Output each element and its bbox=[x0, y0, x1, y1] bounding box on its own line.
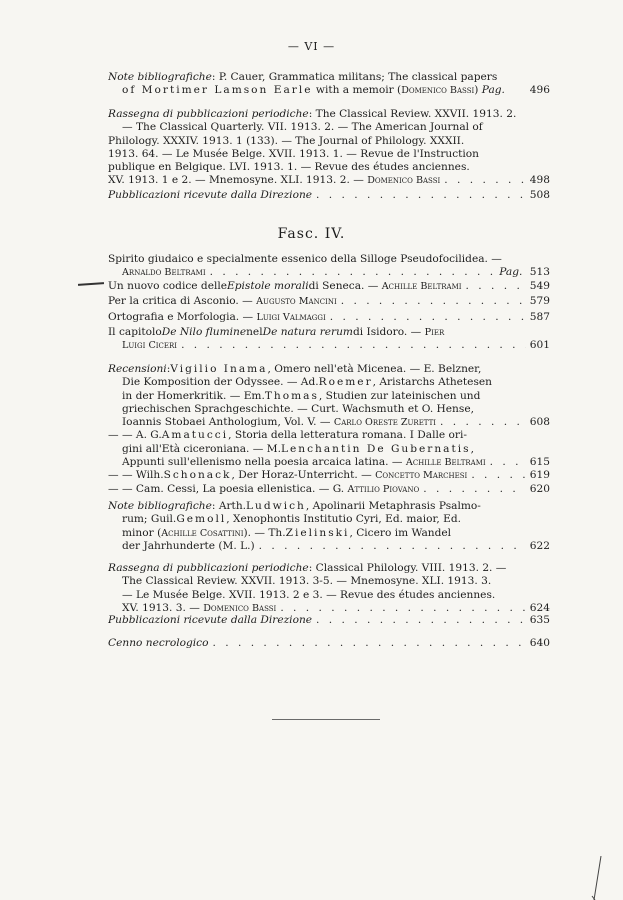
entry-note-bibliografiche: Note bibliografiche : Arth. Ludwich , Apolinarii Metaphrasis Psalmo- rum; Guil. Gemoll , Xenophontis Institutio Cyri, Ed. maior, Ed. minor ( Achille Cosattini ). — Th. Zielinski , Cicero im Wandel der Jahrhunderte (M. L.) . . . 622 bbox=[108, 500, 550, 553]
page-ref: 601 bbox=[529, 339, 550, 352]
page-ref: 513 bbox=[529, 266, 550, 279]
end-rule bbox=[272, 719, 380, 720]
corner-scan-mark bbox=[590, 856, 604, 900]
page-ref: 549 bbox=[529, 280, 550, 292]
entry-rassegna: Rassegna di pubblicazioni periodiche : Classical Philology. VIII. 1913. 2. — The Classical Review. XXVII. 1913. 3-5. — Mnemosyne. XLI. 1913. 3. — Le Musée Belge. XVII. 1913. 2 e 3. — Revue des études anciennes. XV. 1913. 3. — Domenico Bassi . . . 624 bbox=[108, 562, 550, 615]
page-ref: 608 bbox=[529, 416, 550, 429]
entry-rassegna-top: Rassegna di pubblicazioni periodiche : The Classical Review. XXVII. 1913. 2. — The Classical Quarterly. VII. 1913. 2. — The American Journal of Philology. XXXIV. 1913. 1 (133). — The Journal of Philology. XXXII. 1913. 64. — Le Musée Belge. XVII. 1913. 1. — Revue de l'Instruction publique en Belgique. LVI. 1913. 1. — Revue des études anciennes. XV. 1913. 1 e 2. — Mnemosyne. XLI. 1913. 2. — Domenico Bassi . . . 498 bbox=[108, 108, 550, 188]
page-ref: 496 bbox=[529, 84, 550, 97]
page-ref: 635 bbox=[529, 614, 550, 626]
page-ref: 498 bbox=[529, 174, 550, 187]
page-ref: 620 bbox=[529, 482, 550, 495]
page-ref: 508 bbox=[529, 189, 550, 201]
page-ref: 619 bbox=[529, 469, 550, 482]
page-ref: 622 bbox=[529, 539, 550, 552]
page-ref: 624 bbox=[529, 601, 550, 614]
entry-pubblicazioni: Pubblicazioni ricevute dalla Direzione . . . 635 bbox=[108, 614, 550, 627]
entry-capitolo-nilo: Il capitolo De Nilo flumine nel De natura rerum di Isidoro. — Pier Luigi Ciceri . . . 601 bbox=[108, 326, 550, 353]
entry-note-bibliografiche-top: Note bibliografiche : P. Cauer, Grammatica militans; The classical papers of Mortimer Lamson Earle with a memoir ( Domenico Bassi ) Pag. 496 bbox=[108, 71, 550, 97]
page-ref: 640 bbox=[529, 637, 550, 649]
entry-recensioni: Recensioni : Vigilio Inama , Omero nell'età Micenea. — E. Belzner, Die Komposition der Odyssee. — Ad. Roemer , Aristarchs Athetesen in der Homerkritik. — Em. Thomas , Studien zur lateinischen und griechischen Sprachgeschichte. — Curt. Wachsmuth et O. Hense, Ioannis Stobaei Anthologium, Vol. V. — Carlo Oreste Zuretti . . . 608 — — A. G. Amatucci , Storia della letteratura romana. I Dalle ori- gini all'Età ciceroniana. — M. Lenchantin De Gubernatis , Appunti sull'ellenismo nella poesia arcaica latina. — Achille Beltrami . . . 615 — — Wilh. Schonack , Der Horaz-Unterricht. — Concetto Marchesi . . . 619 — — Cam. Cessi, La poesia ellenistica. — G. Attilio Piovano . . . 620 bbox=[108, 363, 550, 496]
entry-critica-asconio: Per la critica di Asconio. — Augusto Mancini . . . 579 bbox=[108, 295, 550, 308]
page-ref: 579 bbox=[529, 295, 550, 307]
entry-ortografia: Ortografia e Morfologia. — Luigi Valmaggi . . . 587 bbox=[108, 311, 550, 324]
page-ref: 587 bbox=[529, 311, 550, 323]
page-ref: 615 bbox=[529, 456, 550, 469]
entry-cenno-necrologico: Cenno necrologico . . . 640 bbox=[108, 637, 550, 650]
entry-spirito-giudaico: Spirito giudaico e specialmente essenico della Silloge Pseudofocilidea. — Arnaldo Beltrami . . . Pag. 513 bbox=[108, 253, 550, 280]
entry-nuovo-codice: Un nuovo codice delle Epistole morali di Seneca. — Achille Beltrami . . . 549 bbox=[108, 280, 550, 293]
margin-pencil-mark bbox=[78, 282, 104, 286]
entry-pubblicazioni-top: Pubblicazioni ricevute dalla Direzione . . . 508 bbox=[108, 189, 550, 202]
page-number: — VI — bbox=[287, 40, 336, 53]
fasc-heading: Fasc. IV. bbox=[277, 226, 346, 242]
